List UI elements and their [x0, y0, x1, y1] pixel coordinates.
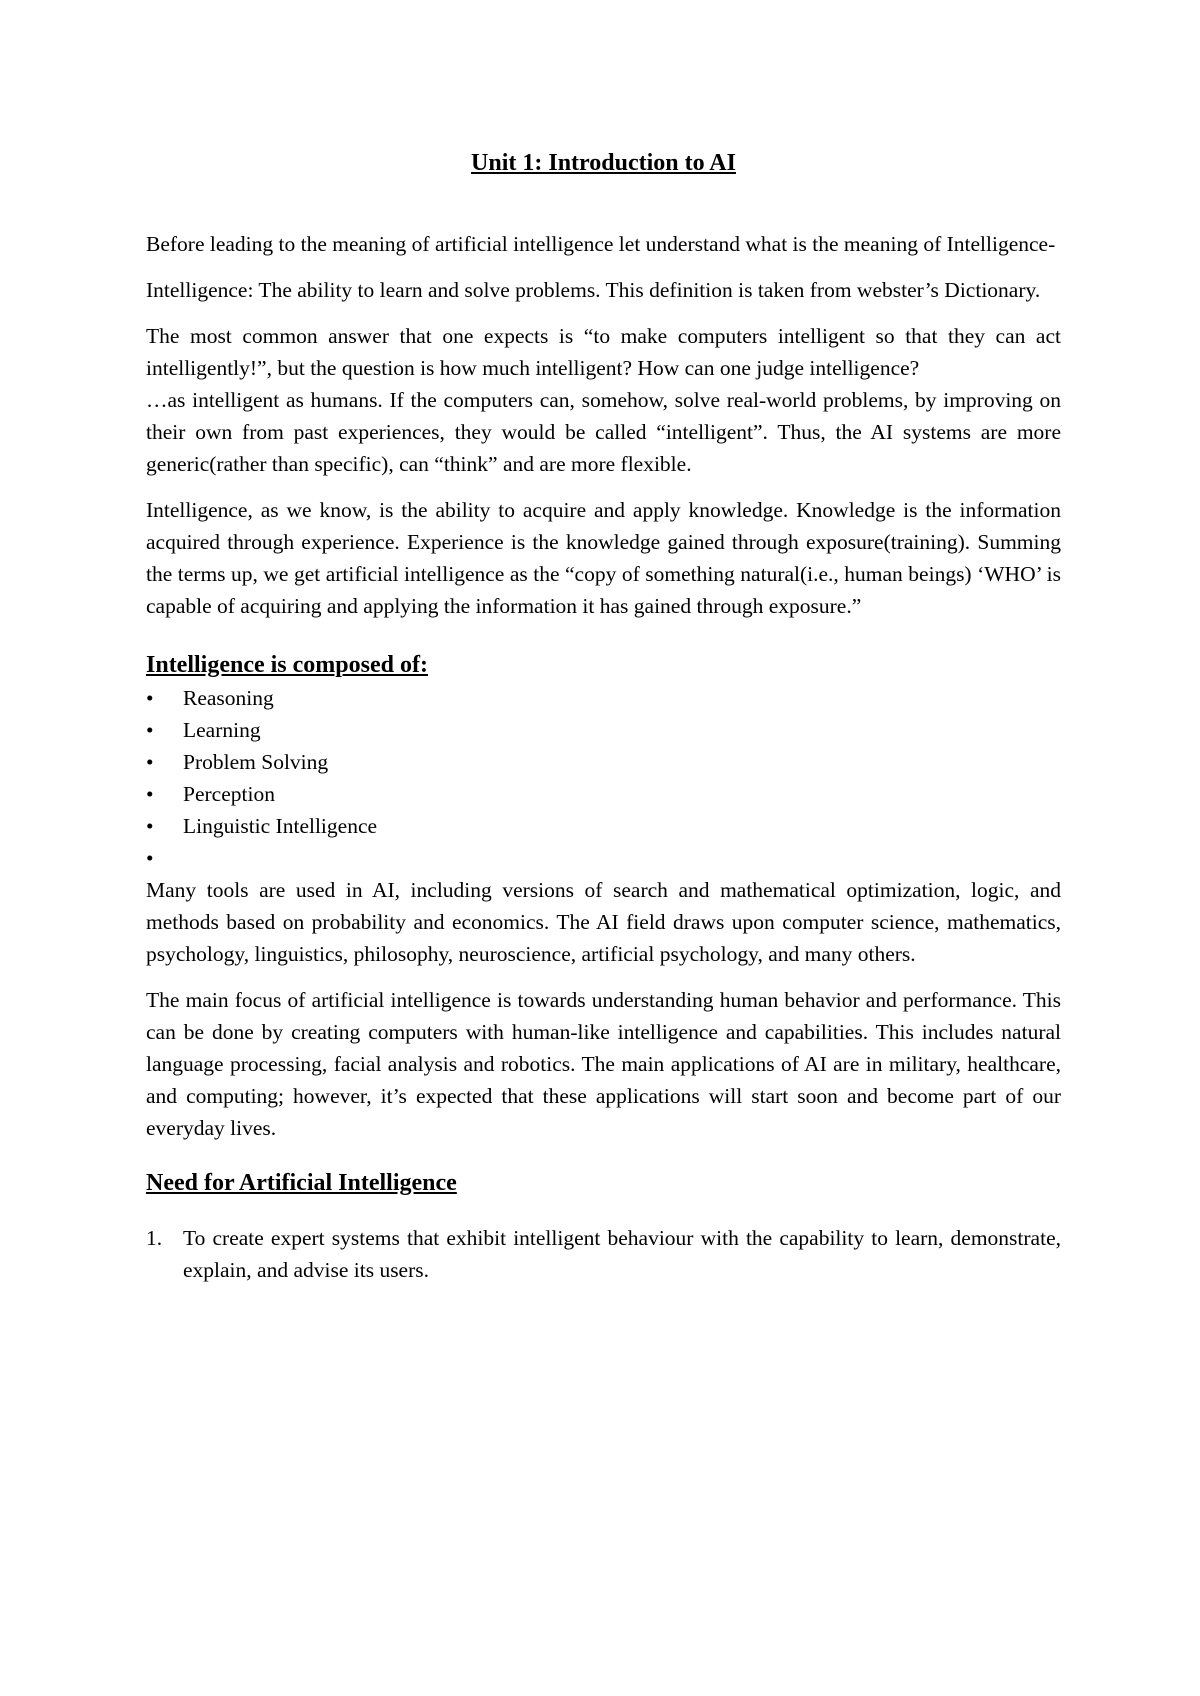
- list-item: • Learning: [146, 714, 1061, 746]
- list-item: • Perception: [146, 778, 1061, 810]
- paragraph-as-intelligent: …as intelligent as humans. If the computers can, somehow, solve real-world problems, by improving on their own from past experiences, they would be called “intelligent”. Thus, the AI systems are more generic(rather than specific), can “think” and are more flexible.: [146, 388, 1061, 476]
- list-item: • Reasoning: [146, 682, 1061, 714]
- numbered-item: [146, 1222, 1061, 1286]
- list-item: • Linguistic Intelligence: [146, 810, 1061, 842]
- list-item: • Problem Solving: [146, 746, 1061, 778]
- paragraph-common-answer: The most common answer that one expects is “to make computers intelligent so that they can act intelligently!”, but the question is how much intelligent? How can one judge intelligence?: [146, 324, 1061, 380]
- paragraph-main-focus: The main focus of artificial intelligence is towards understanding human behavior and performance. This can be done by creating computers with human-like intelligence and capabilities. This includes natural language processing, facial analysis and robotics. The main applications of AI are in military, healthcare, and computing; however, it’s expected that these applications will start soon and become part of our everyday lives.: [146, 988, 1061, 1140]
- paragraph-knowledge: Intelligence, as we know, is the ability to acquire and apply knowledge. Knowledge is the information acquired through experience. Experience is the knowledge gained through exposure(training). Summing the terms up, we get artificial intelligence as the “copy of something natural(i.e., human beings) ‘WHO’ is capable of acquiring and applying the information it has gained through exposure.”: [146, 498, 1061, 618]
- need-list: [146, 1222, 1061, 1286]
- paragraph-intro: Before leading to the meaning of artificial intelligence let understand what is the meaning of Intelligence-: [146, 232, 1056, 256]
- paragraph-tools: Many tools are used in AI, including versions of search and mathematical optimization, logic, and methods based on probability and economics. The AI field draws upon computer science, mathematics, psychology, linguistics, philosophy, neuroscience, artificial psychology, and many others.: [146, 878, 1061, 966]
- document-content: [146, 146, 1061, 1286]
- item-text: To create expert systems that exhibit intelligent behaviour with the capability to learn, demonstrate, explain, and advise its users.: [183, 1226, 1061, 1282]
- heading-need-for-ai: Need for Artificial Intelligence: [146, 1170, 457, 1196]
- item-number: 1.: [146, 1226, 163, 1250]
- list-item-empty: [146, 842, 1061, 874]
- composed-list: [146, 682, 1061, 874]
- paragraph-definition: Intelligence: The ability to learn and solve problems. This definition is taken from webster’s Dictionary.: [146, 278, 1041, 302]
- page-title: Unit 1: Introduction to AI: [471, 150, 736, 176]
- heading-composed-of: Intelligence is composed of:: [146, 652, 428, 678]
